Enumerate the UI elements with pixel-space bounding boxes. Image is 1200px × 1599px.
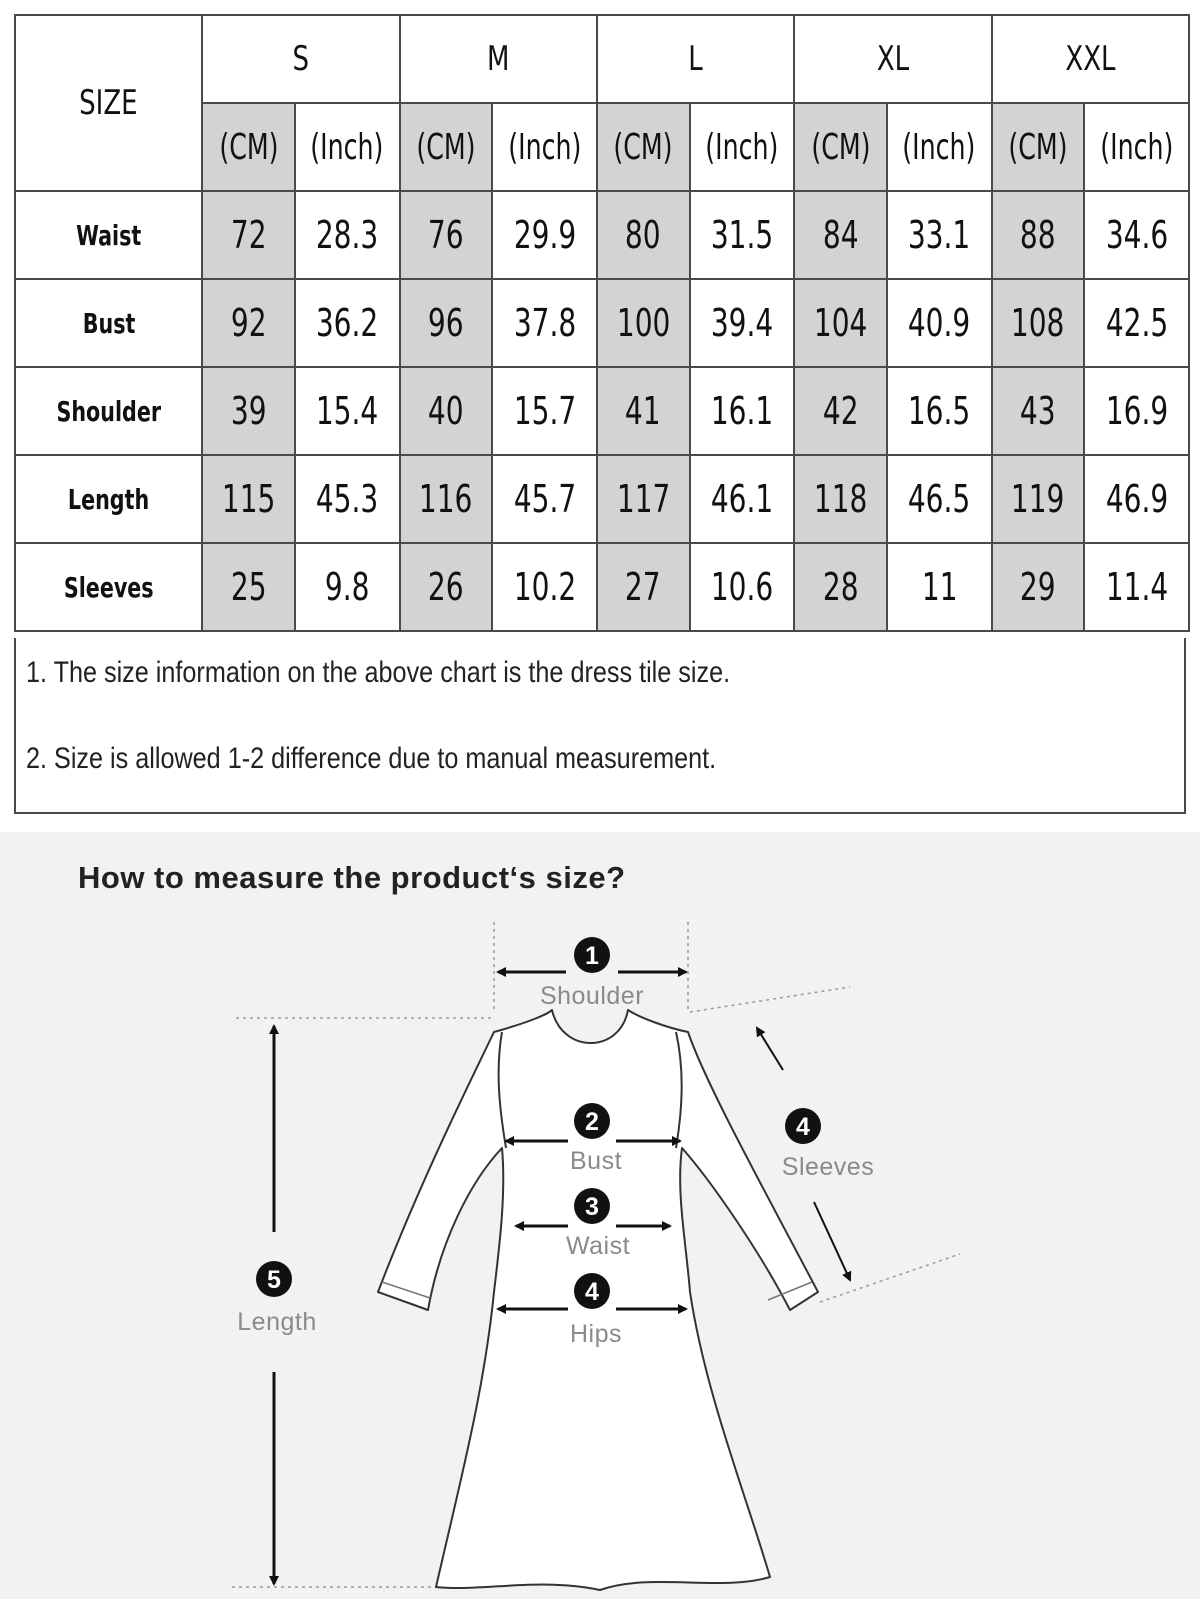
cm-value-cell	[597, 543, 690, 631]
cm-value-cell	[597, 279, 690, 367]
cm-value-cell	[794, 455, 887, 543]
inch-value-cell	[1084, 279, 1189, 367]
size-corner-label: SIZE	[79, 83, 138, 123]
inch-value-cell	[492, 279, 597, 367]
row-label: Waist	[76, 218, 142, 252]
cell-value: 46.5	[908, 477, 971, 521]
inch-value-cell	[887, 543, 992, 631]
unit-inch-header	[887, 103, 992, 191]
cm-value-cell	[400, 191, 493, 279]
cell-value: 10.2	[513, 565, 576, 609]
table-row	[15, 543, 1189, 631]
cm-value-cell	[992, 543, 1085, 631]
cell-value: 40	[428, 389, 464, 433]
cell-value: 11.4	[1105, 565, 1168, 609]
point-number: 4	[585, 1278, 599, 1306]
unit-cm-header	[400, 103, 493, 191]
dress-measure-diagram	[0, 832, 1200, 1599]
inch-value-cell	[690, 279, 795, 367]
cell-value: 72	[230, 213, 267, 257]
cell-value: 11	[921, 565, 958, 609]
row-label: Bust	[82, 306, 135, 340]
cell-value: 45.7	[513, 477, 576, 521]
cell-value: 84	[822, 213, 859, 257]
table-row	[15, 367, 1189, 455]
size-notes	[14, 638, 1186, 814]
cell-value: 80	[625, 213, 662, 257]
inch-value-cell	[492, 543, 597, 631]
point-sleeves	[782, 1108, 874, 1181]
point-label: Sleeves	[781, 1153, 875, 1181]
cell-value: 29.9	[513, 213, 576, 257]
row-label: Sleeves	[63, 570, 154, 604]
inch-value-cell	[1084, 191, 1189, 279]
unit-cm-header	[597, 103, 690, 191]
cell-value: 25	[230, 565, 267, 609]
cell-value: 27	[625, 565, 662, 609]
cell-value: 108	[1011, 301, 1065, 345]
cell-value: 117	[616, 477, 670, 521]
point-label: Hips	[569, 1320, 623, 1348]
cm-value-cell	[597, 367, 690, 455]
table-row	[15, 191, 1189, 279]
point-number: 5	[267, 1266, 281, 1294]
size-header-row	[15, 15, 1189, 103]
cm-value-cell	[992, 367, 1085, 455]
cell-value: 28.3	[316, 213, 379, 257]
inch-value-cell	[492, 191, 597, 279]
cell-value: 46.9	[1105, 477, 1168, 521]
cell-value: 46.1	[710, 477, 774, 521]
cell-value: 43	[1020, 389, 1056, 433]
cell-value: 45.3	[316, 477, 379, 521]
point-number: 1	[585, 942, 599, 970]
inch-value-cell	[690, 455, 795, 543]
cell-value: 16.5	[908, 389, 971, 433]
measure-title: How to measure the product‘s size?	[78, 860, 626, 895]
unit-label: (Inch)	[902, 126, 976, 168]
cell-value: 41	[625, 389, 662, 433]
cell-value: 34.6	[1105, 213, 1168, 257]
inch-value-cell	[690, 367, 795, 455]
inch-value-cell	[295, 279, 400, 367]
point-label: Shoulder	[539, 982, 645, 1010]
cell-value: 15.4	[316, 389, 379, 433]
unit-label: (CM)	[1008, 126, 1068, 168]
note-item: 2. Size is allowed 1-2 difference due to manual measurement.	[26, 742, 717, 775]
cell-value: 96	[428, 301, 464, 345]
cell-value: 28	[822, 565, 859, 609]
size-name: L	[688, 39, 703, 79]
cm-value-cell	[794, 191, 887, 279]
table-row	[15, 455, 1189, 543]
size-name: M	[487, 39, 510, 79]
cm-value-cell	[597, 191, 690, 279]
inch-value-cell	[492, 455, 597, 543]
cm-value-cell	[992, 279, 1085, 367]
point-number: 4	[796, 1113, 810, 1141]
size-header	[400, 15, 597, 103]
cell-value: 76	[428, 213, 464, 257]
cell-value: 119	[1011, 477, 1065, 521]
cell-value: 15.7	[513, 389, 576, 433]
unit-inch-header	[492, 103, 597, 191]
cell-value: 37.8	[513, 301, 576, 345]
cm-value-cell	[992, 191, 1085, 279]
inch-value-cell	[887, 191, 992, 279]
unit-cm-header	[794, 103, 887, 191]
cell-value: 16.9	[1105, 389, 1168, 433]
inch-value-cell	[887, 455, 992, 543]
inch-value-cell	[690, 543, 795, 631]
point-label: Waist	[565, 1232, 631, 1260]
cm-value-cell	[202, 279, 295, 367]
cell-value: 88	[1020, 213, 1056, 257]
cm-value-cell	[202, 191, 295, 279]
row-label-cell	[15, 279, 202, 367]
row-label-cell	[15, 191, 202, 279]
size-header	[992, 15, 1189, 103]
size-header	[794, 15, 991, 103]
size-header	[202, 15, 399, 103]
unit-cm-header	[202, 103, 295, 191]
inch-value-cell	[887, 367, 992, 455]
point-number: 2	[585, 1108, 599, 1136]
cell-value: 10.6	[710, 565, 774, 609]
row-label: Shoulder	[56, 394, 161, 428]
inch-value-cell	[1084, 367, 1189, 455]
point-label: Length	[237, 1308, 317, 1336]
point-length	[237, 1261, 316, 1336]
unit-label: (CM)	[810, 126, 871, 168]
inch-value-cell	[690, 191, 795, 279]
inch-value-cell	[887, 279, 992, 367]
inch-value-cell	[492, 367, 597, 455]
inch-value-cell	[1084, 455, 1189, 543]
inch-value-cell	[1084, 543, 1189, 631]
cm-value-cell	[400, 455, 493, 543]
unit-label: (Inch)	[705, 126, 779, 168]
row-label: Length	[67, 482, 150, 516]
cell-value: 115	[221, 477, 276, 521]
cell-value: 100	[616, 301, 670, 345]
note-item: 1. The size information on the above chart is the dress tile size.	[26, 656, 731, 689]
cell-value: 33.1	[908, 213, 971, 257]
cell-value: 104	[813, 301, 868, 345]
point-number: 3	[585, 1193, 599, 1221]
cell-value: 116	[419, 477, 473, 521]
inch-value-cell	[295, 455, 400, 543]
cm-value-cell	[794, 543, 887, 631]
unit-label: (Inch)	[508, 126, 582, 168]
size-table	[14, 14, 1190, 632]
size-header	[597, 15, 794, 103]
inch-value-cell	[295, 543, 400, 631]
cell-value: 39.4	[710, 301, 774, 345]
cell-value: 31.5	[710, 213, 774, 257]
unit-label: (CM)	[218, 126, 279, 168]
cell-value: 16.1	[710, 389, 774, 433]
cell-value: 9.8	[324, 565, 370, 609]
cell-value: 26	[428, 565, 464, 609]
unit-inch-header	[690, 103, 795, 191]
unit-inch-header	[295, 103, 400, 191]
inch-value-cell	[295, 367, 400, 455]
cm-value-cell	[992, 455, 1085, 543]
size-name: XL	[876, 39, 910, 79]
cm-value-cell	[202, 543, 295, 631]
cm-value-cell	[597, 455, 690, 543]
row-label-cell	[15, 543, 202, 631]
cell-value: 39	[230, 389, 267, 433]
size-name: XXL	[1065, 39, 1116, 79]
unit-cm-header	[992, 103, 1085, 191]
cm-value-cell	[400, 543, 493, 631]
inch-value-cell	[295, 191, 400, 279]
cm-value-cell	[794, 279, 887, 367]
cell-value: 29	[1020, 565, 1056, 609]
cell-value: 42.5	[1105, 301, 1168, 345]
unit-inch-header	[1084, 103, 1189, 191]
cell-value: 92	[230, 301, 267, 345]
size-name: S	[292, 39, 310, 79]
cm-value-cell	[794, 367, 887, 455]
corner-cell	[15, 15, 202, 191]
cm-value-cell	[202, 455, 295, 543]
cm-value-cell	[400, 367, 493, 455]
row-label-cell	[15, 367, 202, 455]
cell-value: 118	[813, 477, 868, 521]
cm-value-cell	[400, 279, 493, 367]
point-label: Bust	[569, 1147, 623, 1175]
row-label-cell	[15, 455, 202, 543]
cell-value: 42	[822, 389, 859, 433]
unit-label: (Inch)	[1100, 126, 1174, 168]
cell-value: 36.2	[316, 301, 379, 345]
unit-label: (Inch)	[310, 126, 384, 168]
unit-label: (CM)	[613, 126, 673, 168]
table-row	[15, 279, 1189, 367]
unit-label: (CM)	[416, 126, 476, 168]
cm-value-cell	[202, 367, 295, 455]
cell-value: 40.9	[908, 301, 971, 345]
